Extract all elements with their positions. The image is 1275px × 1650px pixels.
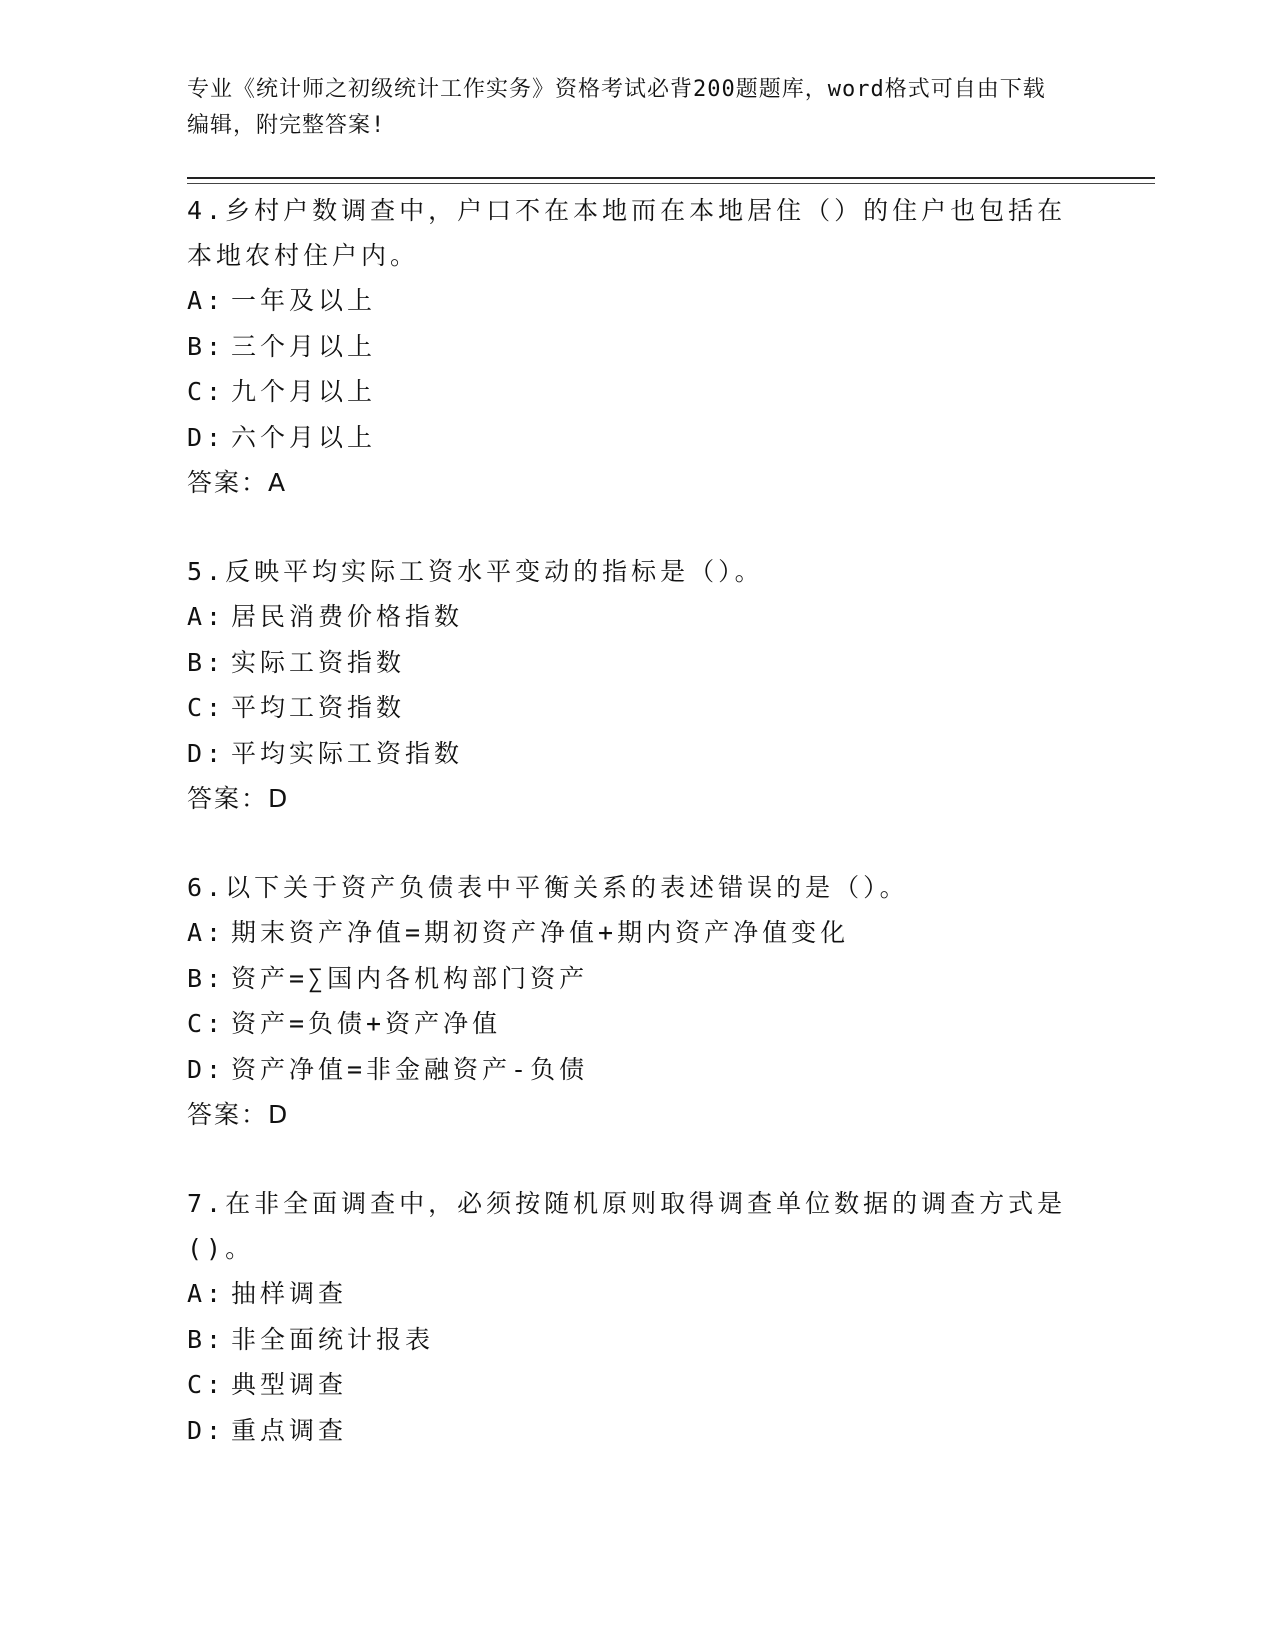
option-text: 期末资产净值=期初资产净值+期内资产净值变化	[231, 918, 850, 947]
option-d	[187, 415, 1087, 461]
question-4	[187, 188, 1087, 505]
option-text: 平均实际工资指数	[231, 738, 464, 768]
option-letter: D:	[187, 1054, 226, 1084]
option-letter: A:	[187, 602, 226, 631]
option-text: 资产净值=非金融资产-负债	[231, 1054, 589, 1084]
header-rule-thin	[187, 183, 1155, 184]
option-text: 重点调查	[231, 1415, 348, 1445]
option-text: 典型调查	[231, 1370, 348, 1399]
option-text: 平均工资指数	[231, 693, 406, 722]
option-text: 实际工资指数	[231, 647, 406, 677]
option-text: 抽样调查	[231, 1279, 348, 1308]
option-letter: C:	[187, 377, 226, 406]
question-stem: 5.反映平均实际工资水平变动的指标是（）。	[187, 557, 764, 586]
question-list	[187, 188, 1087, 1497]
option-letter: B:	[187, 1324, 226, 1354]
option-letter: D:	[187, 1415, 226, 1445]
option-b	[187, 324, 1087, 370]
option-b	[187, 956, 1087, 1002]
option-letter: B:	[187, 331, 226, 361]
option-letter: B:	[187, 963, 226, 993]
option-a	[187, 594, 1087, 640]
option-a	[187, 1271, 1087, 1317]
option-letter: A:	[187, 286, 226, 315]
option-text: 居民消费价格指数	[231, 602, 464, 631]
answer-line: 答案：A	[187, 468, 288, 497]
answer-line: 答案：D	[187, 784, 290, 813]
option-letter: B:	[187, 647, 226, 677]
option-a	[187, 910, 1087, 956]
option-c	[187, 685, 1087, 731]
option-c	[187, 1362, 1087, 1408]
option-letter: D:	[187, 422, 226, 452]
question-6	[187, 865, 1087, 1137]
option-text: 九个月以上	[231, 377, 377, 406]
option-text: 非全面统计报表	[231, 1324, 435, 1354]
option-c	[187, 1001, 1087, 1047]
option-d	[187, 1408, 1087, 1454]
question-stem: 7.在非全面调查中，必须按随机原则取得调查单位数据的调查方式是()。	[187, 1189, 1067, 1263]
header-rule-thick	[187, 177, 1155, 179]
question-stem: 6.以下关于资产负债表中平衡关系的表述错误的是（）。	[187, 873, 909, 902]
option-b	[187, 640, 1087, 686]
question-5	[187, 549, 1087, 821]
question-stem: 4.乡村户数调查中，户口不在本地而在本地居住（）的住户也包括在本地农村住户内。	[187, 196, 1067, 270]
option-text: 资产=∑国内各机构部门资产	[231, 963, 589, 993]
option-b	[187, 1317, 1087, 1363]
option-text: 资产=负债+资产净值	[231, 1009, 502, 1038]
answer-line: 答案：D	[187, 1100, 290, 1129]
option-text: 三个月以上	[231, 331, 377, 361]
option-letter: A:	[187, 918, 226, 947]
option-a	[187, 278, 1087, 324]
option-letter: C:	[187, 1370, 226, 1399]
option-letter: D:	[187, 738, 226, 768]
option-d	[187, 731, 1087, 777]
option-letter: C:	[187, 693, 226, 722]
option-letter: A:	[187, 1279, 226, 1308]
option-letter: C:	[187, 1009, 226, 1038]
option-text: 六个月以上	[231, 422, 377, 452]
option-c	[187, 369, 1087, 415]
option-d	[187, 1047, 1087, 1093]
document-header: 专业《统计师之初级统计工作实务》资格考试必背200题题库，word格式可自由下载编辑，附完整答案!	[187, 77, 1046, 138]
question-7	[187, 1181, 1087, 1453]
option-text: 一年及以上	[231, 286, 377, 315]
